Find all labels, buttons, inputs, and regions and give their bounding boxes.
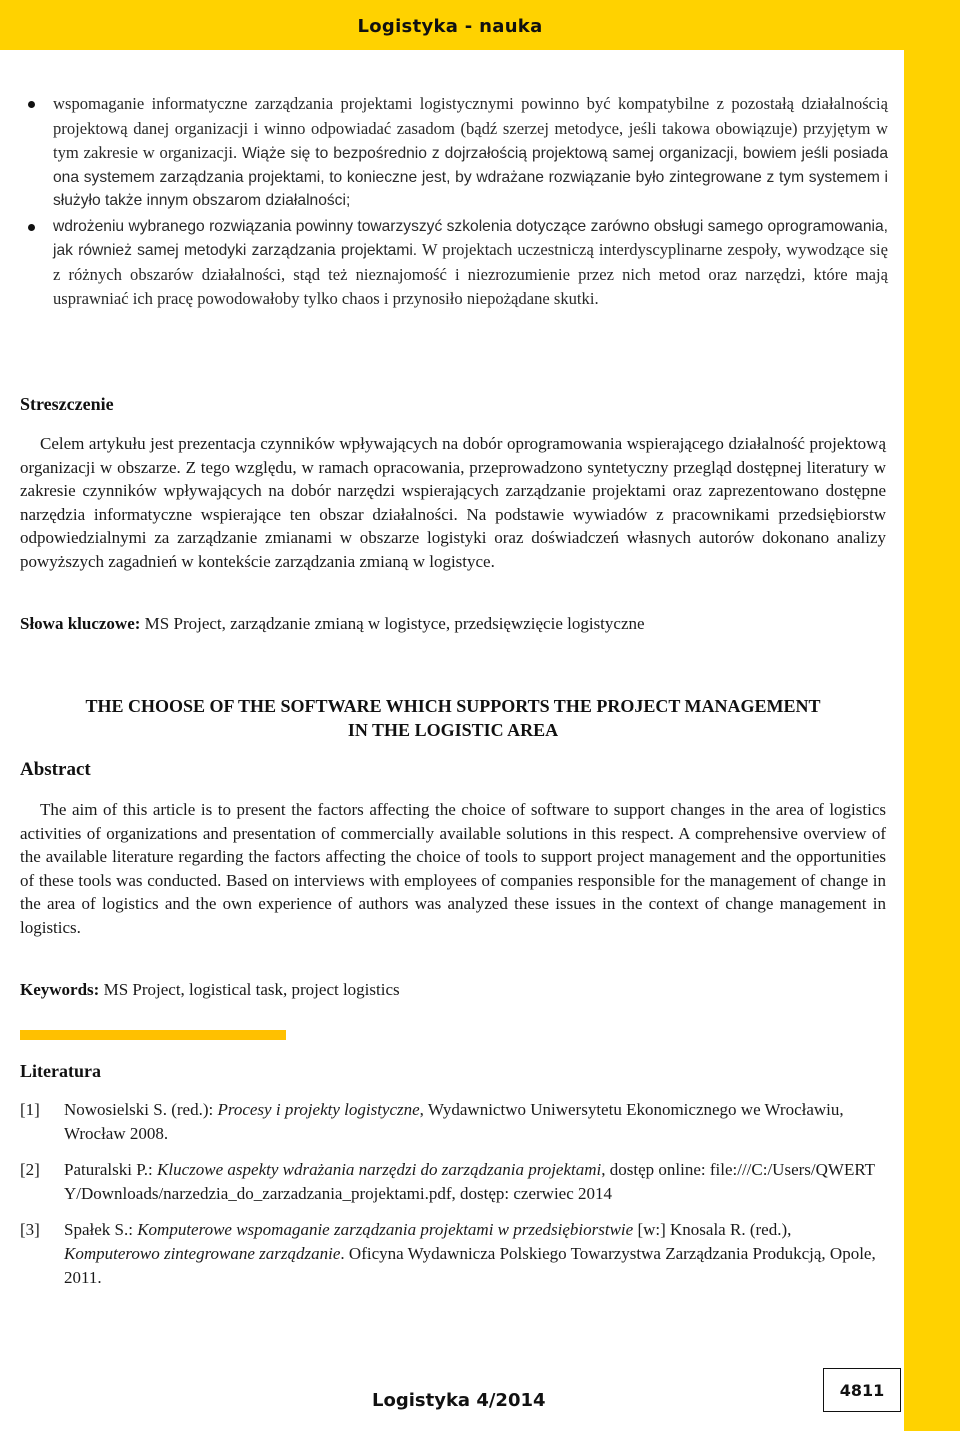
keywords-label: Keywords: (20, 980, 100, 999)
bullet-list (20, 92, 888, 312)
abstract-text: The aim of this article is to present the factors affecting the choice of software to support changes in the area of logistics activities of organizations and presentation of commercially available solutions in this respect. A comprehensive overview of the available literature regarding the factors affecting the choice of tools to support project management and the opportunities of these tools was conducted. Based on interviews with employees of companies responsible for the management of change in the area of logistics and the own experience of authors was analyzed these issues in the context of change management in logistics. (20, 800, 886, 937)
reference-item (20, 1158, 886, 1205)
page-number: 4811 (823, 1368, 901, 1412)
reference-number: [2] (20, 1160, 40, 1180)
reference-number: [3] (20, 1220, 40, 1240)
literatura-heading: Literatura (20, 1061, 101, 1081)
reference-details: , dostęp online: file:///C:/Users/QWERTY/Downloads/narzedzia_do_zarzadzania_projektami.pdf, dostęp: czerwiec 2014 (64, 1160, 876, 1203)
reference-title: Procesy i projekty logistyczne (217, 1100, 420, 1119)
bullet-text-serif: W projektach uczestniczą interdyscyplinarne zespoły, wywodzące się z różnych obszarów działalności, stąd też nieznajomość i niezrozumienie przez nich metod oraz narzędzi, które mają usprawniać ich pracę powodowałoby tylko chaos i przynosiło niepożądane skutki. (53, 240, 889, 308)
reference-details: , Wydawnictwo Uniwersytetu Ekonomicznego we Wrocławiu, Wrocław 2008. (64, 1100, 844, 1143)
keywords-value: MS Project, logistical task, project logistics (99, 980, 400, 999)
reference-list (20, 1098, 886, 1302)
reference-item (20, 1098, 886, 1145)
reference-title: Kluczowe aspekty wdrażania narzędzi do zarządzania projektami (157, 1160, 602, 1180)
reference-author: Nowosielski S. (red.): (64, 1100, 218, 1119)
bullet-text-serif: wspomaganie informatyczne zarządzania projektami logistycznymi powinno być kompatybilne z pozostałą działalnością projektową danej organizacji i winno odpowiadać zasadom (bądź szerzej metodyce, jeśli takowa obowiązuje) przyjętym w tym zakresie w organizacji. (53, 94, 888, 162)
journal-section-title: Logistyka - nauka (357, 16, 543, 37)
reference-title: Komputerowe wspomaganie zarządzania projektami w przedsiębiorstwie (137, 1220, 634, 1240)
list-item (20, 215, 888, 312)
accent-divider (20, 1030, 286, 1040)
reference-item (20, 1218, 886, 1289)
reference-title-2: Komputerowo zintegrowane zarządzanie (64, 1243, 341, 1263)
reference-details: . Oficyna Wydawnicza Polskiego Towarzystwa Zarządzania Produkcją, Opole, 2011. (64, 1243, 876, 1287)
bullet-text-sans: Wiąże się to bezpośrednio z dojrzałością projektową samej organizacji, bowiem jeśli posiada ona systemem zarządzania projektami, to konieczne jest, by wdrażane rozwiązanie było zintegrowane z tym systemem i służyło także innym obszarom działalności; (53, 145, 889, 209)
slowa-kluczowe-label: Słowa kluczowe: (20, 614, 141, 633)
bullet-text-sans: wdrożeniu wybranego rozwiązania powinny towarzyszyć szkolenia dotyczące zarówno obsługi samego oprogramowania, jak również samej metodyki zarządzania projektami. (53, 217, 888, 259)
slowa-kluczowe-value: MS Project, zarządzanie zmianą w logistyce, przedsięwzięcie logistyczne (140, 614, 645, 633)
streszczenie-text: Celem artykułu jest prezentacja czynników wpływających na dobór oprogramowania wspierającego działalność projektową organizacji w obszarze. Z tego względu, w ramach opracowania, przeprowadzono syntetyczny przegląd dostępnej literatury w zakresie czynników wpływających na dobór narzędzi wspierających zarządzanie projektami oraz zaprezentowano dostępne narzędzia informatyczne wspierające ten obszar działalności. Na podstawie wywiadów z pracownikami przedsiębiorstw odpowiedzialnymi za zarządzanie zmianami w obszarze logistyki oraz doświadczeń własnych autorów dokonano analizy powyższych zagadnień w kontekście zarządzania zmianą w logistyce. (20, 434, 886, 571)
list-item (20, 92, 888, 213)
keywords (20, 980, 400, 1000)
streszczenie-heading: Streszczenie (20, 394, 114, 414)
reference-number: [1] (20, 1100, 40, 1119)
english-title (20, 694, 886, 742)
slowa-kluczowe (20, 614, 645, 634)
bullet-icon (28, 101, 35, 108)
english-title-line1: THE CHOOSE OF THE SOFTWARE WHICH SUPPORTS THE PROJECT MANAGEMENT (85, 696, 821, 716)
footer-journal-name: Logistyka 4/2014 (372, 1390, 546, 1411)
right-margin-bar (904, 50, 960, 1431)
reference-author: Paturalski P.: (64, 1160, 158, 1180)
bullet-icon (28, 224, 35, 231)
reference-author: Spałek S.: (64, 1220, 138, 1240)
reference-middle: [w:] Knosala R. (red.), (633, 1220, 792, 1240)
abstract-heading: Abstract (20, 759, 91, 780)
english-title-line2: IN THE LOGISTIC AREA (347, 720, 559, 740)
